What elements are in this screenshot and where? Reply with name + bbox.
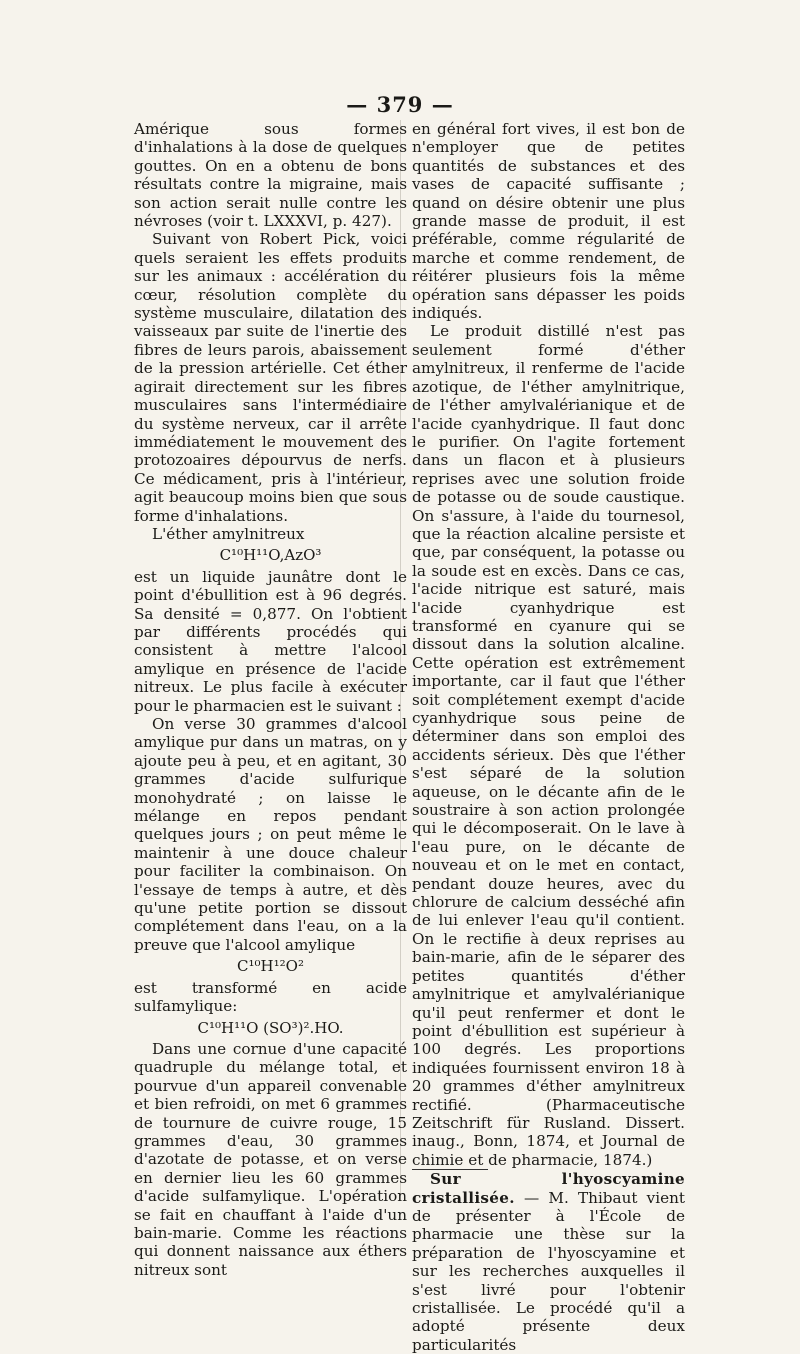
page-number: — 379 — (346, 92, 454, 117)
paragraph: L'éther amylnitreux (152, 524, 305, 543)
paragraph: Le produit distillé n'est pas seulement formé d'éther amylnitreux, il renferme de l'acide azotique, de l'éther amylnitrique, de l'éther amylvalérianique et de l'acide cyanhydrique. Il faut donc le purifier. On l'agite fortement dans un flacon et à plusieurs reprises avec une solution froide de potasse ou de soude caustique. On s'assure, à l'aide du tournesol, que la réaction alcaline persiste et que, par conséquent, la potasse ou la soude est en excès. Dans ce cas, l'acide nitrique est saturé, mais l'acide cyanhydrique est transformé en cyanure qui se dissout dans la solution alcaline. Cette opération est extrêmement importante, car il faut que l'éther soit complétement exempt d'acide cyanhydrique sous peine de déterminer dans son emploi des accidents sérieux. Dès que l'éther s'est séparé de la solution aqueuse, on le décante afin de le soustraire à son action prolongée qui le décomposerait. On le lave à l'eau pure, on le décante de nouveau et on le met en contact, pendant douze heures, avec du chlorure de calcium desséché afin de lui enlever l'eau qu'il contient. On le rectifie à deux reprises au bain-marie, afin de le séparer des petites quantités d'éther amylnitrique et amylvalérianique qu'il peut renfermer et dont le point d'ébullition est supérieur à 100 degrés. Les proportions indiquées fournissent environ 18 à 20 grammes d'éther amylnitreux rectifié. (Pharmaceutische Zeitschrift für Rusland. Dissert. inaug., Bonn, 1874, et Journal de chimie et de pharmacie, 1874.) (412, 322, 685, 1169)
article-title: Sur l'hyoscyamine cristallisée. (412, 1170, 685, 1207)
paragraph: en général fort vives, il est bon de n'employer que de petites quantités de substances et des vases de capacité suffisante ; quand on désire obtenir une plus grande masse de produit, il est préférable, comme régularité de marche et comme rendement, de réitérer plusieurs fois la même opération sans dépasser les poids indiqués. (412, 120, 685, 323)
article-paragraph (412, 1170, 685, 1354)
paragraph: Dans une cornue d'une capacité quadruple du mélange total, et pourvue d'un appareil convenable et bien refroidi, on met 6 grammes de tournure de cuivre rouge, 15 grammes d'eau, 30 grammes d'azotate de potasse, et on verse en dernier lieu les 60 grammes d'acide sulfamylique. L'opération se fait en chauffant à l'aide d'un bain-marie. Comme les réactions qui donnent naissance aux éthers nitreux sont (134, 1039, 407, 1279)
left-column (134, 120, 407, 1279)
paragraph: Amérique sous formes d'inhalations à la dose de quelques gouttes. On en a obtenu de bons résultats contre la migraine, mais son action serait nulle contre les névroses (voir t. LXXXVI, p. 427). (134, 120, 407, 231)
paragraph: est transformé en acide sulfamylique: (134, 978, 407, 1016)
paragraph: On verse 30 grammes d'alcool amylique pur dans un matras, on y ajoute peu à peu, et en agitant, 30 grammes d'acide sulfurique monohydraté ; on laisse le mélange en repos pendant quelques jours ; on peut même le maintenir à une douce chaleur pour faciliter la combinaison. On l'essaye de temps à autre, et dès qu'une petite portion se dissout complétement dans l'eau, on a la preuve que l'alcool amylique (134, 715, 407, 954)
article-text: — M. Thibaut vient de présenter à l'École de pharmacie une thèse sur la préparation de l'hyoscyamine et sur les recherches auxquelles il s'est livré pour l'obtenir cristallisée. Le procédé qu'il a adopté présente deux particularités (412, 1188, 685, 1354)
chemical-formula: C¹⁰H¹²O² (237, 957, 304, 976)
chemical-formula: C¹⁰H¹¹O (SO³)².HO. (197, 1018, 344, 1037)
chemical-formula: C¹⁰H¹¹O,AzO³ (219, 546, 322, 565)
right-column (412, 120, 685, 1354)
paragraph: est un liquide jaunâtre dont le point d'ébullition est à 96 degrés. Sa densité = 0,877. On l'obtient par différents procédés qui consistent à mettre l'alcool amylique en présence de l'acide nitreux. Le plus facile à exécuter pour le pharmacien est le suivant : (134, 567, 407, 715)
paragraph: Suivant von Robert Pick, voici quels seraient les effets produits sur les animaux : accélération du cœur, résolution complète du système musculaire, dilatation des vaisseaux par suite de l'inertie des fibres de leurs parois, abaissement de la pression artérielle. Cet éther agirait directement sur les fibres musculaires sans l'intermédiaire du système nerveux, car il arrête immédiatement le mouvement des protozoaires dépourvus de nerfs. Ce médicament, pris à l'intérieur, agit beaucoup moins bien que sous forme d'inhalations. (134, 230, 407, 525)
